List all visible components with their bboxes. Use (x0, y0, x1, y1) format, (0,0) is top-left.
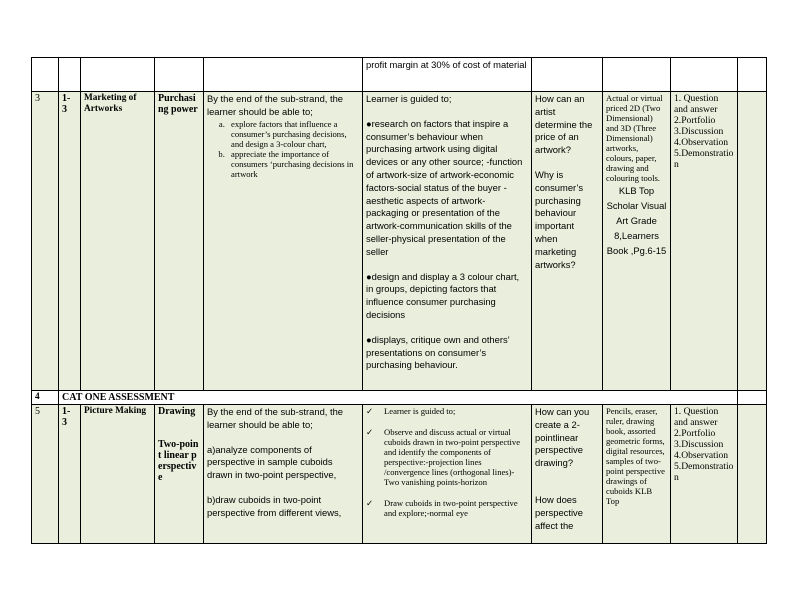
activity-item: ●displays, critique own and others’ presentations on consumer’s purchasing behaviour. (366, 333, 510, 371)
week-cell: 5 (32, 405, 59, 544)
resources-cell: Pencils, eraser, ruler, drawing book, assorted geometric forms, digital resources, samples of two-point perspective drawings of cuboids KLB Top (603, 405, 671, 544)
table-row: 4 CAT ONE ASSESSMENT (32, 391, 767, 405)
check-icon: ✓ (366, 427, 374, 437)
activity-item: ●research on factors that inspire a consumer’s behaviour when purchasing artwork using digital devices or any other source; -function of artwork-size of artwork-economic factors-social status of the buyer -aesthetic aspects of artwork-packaging or presentation of the artwork-communication skills of the seller-physical presentation of the seller (366, 117, 523, 257)
assessment-cell: 1. Question and answer 2.Portfolio 3.Discussion 4.Observation 5.Demonstration (671, 92, 738, 391)
activities-cell: Learner is guided to; ●research on factors that inspire a consumer’s behaviour when purchasing artwork using digital devices or any other source; -function of artwork-size of artwork-economic factors-social status of the buyer -aesthetic aspects of artwork-packaging or presentation of the artwork-communication skills of the seller-physical presentation of the seller ●design and display a 3 colour chart, in groups, depicting factors that influence consumer purchasing decisions ●displays, critique own and others’ presentations on consumer’s purchasing behaviour. (363, 92, 532, 391)
scheme-of-work-table (31, 57, 767, 544)
outcomes-cell: By the end of the sub-strand, the learner should be able to; a. explore factors that influence a consumer’s purchasing decisions, and design a 3-colour chart, b. appreciate the importance of consumers ‘purchasing decisions in artwork (204, 92, 363, 391)
strand-cell: Picture Making (81, 405, 155, 544)
activity-item: ●design and display a 3 colour chart, in groups, depicting factors that influence consumer purchasing decisions (366, 270, 520, 320)
lessons-cell: 1- 3 (59, 92, 81, 391)
table-row (32, 405, 767, 544)
outcome-item: b. appreciate the importance of consumers ‘purchasing decisions in artwork (227, 149, 359, 179)
check-icon: ✓ (366, 406, 374, 416)
strand-cell: Marketing of Artworks (81, 92, 155, 391)
assessment-banner: CAT ONE ASSESSMENT (59, 391, 738, 405)
key-questions-cell: How can you create a 2-pointlinear perspective drawing? How does perspective affect the (532, 405, 603, 544)
outcomes-cell: By the end of the sub-strand, the learner should be able to; a)analyze components of perspective in sample cuboids drawn in two-point perspective, b)draw cuboids in two-point perspective from different views, (204, 405, 363, 544)
week-cell: 3 (32, 92, 59, 391)
check-icon: ✓ (366, 498, 374, 508)
remarks-cell (738, 92, 767, 391)
activities-cell: ✓ Learner is guided to; ✓ Observe and discuss actual or virtual cuboids drawn in two-point perspective and identify the components of perspective:-projection lines /convergence lines (orthogonal lines)-Two vanishing points-horizon ✓ Draw cuboids in two-point perspective and explore;-normal eye (363, 405, 532, 544)
remarks-cell (738, 405, 767, 544)
activities-cell: profit margin at 30% of cost of material (363, 58, 532, 92)
lessons-cell: 1- 3 (59, 405, 81, 544)
sub-strand-cell: Purchasing power (155, 92, 204, 391)
resources-cell: Actual or virtual priced 2D (Two Dimensional) and 3D (Three Dimensional) artworks, colours, paper, drawing and colouring tools. KLB Top Scholar Visual Art Grade 8,Learners Book ,Pg.6-15 (603, 92, 671, 391)
outcome-item: a. explore factors that influence a consumer’s purchasing decisions, and design a 3-colour chart, (227, 119, 359, 149)
sub-strand-cell: Drawing Two-point linear perspective (155, 405, 204, 544)
assessment-cell: 1. Question and answer 2.Portfolio 3.Discussion 4.Observation 5.Demonstration (671, 405, 738, 544)
key-questions-cell: How can an artist determine the price of an artwork? Why is consumer’s purchasing behaviour important when marketing artworks? (532, 92, 603, 391)
table-row (32, 92, 767, 391)
table-row (32, 58, 767, 92)
